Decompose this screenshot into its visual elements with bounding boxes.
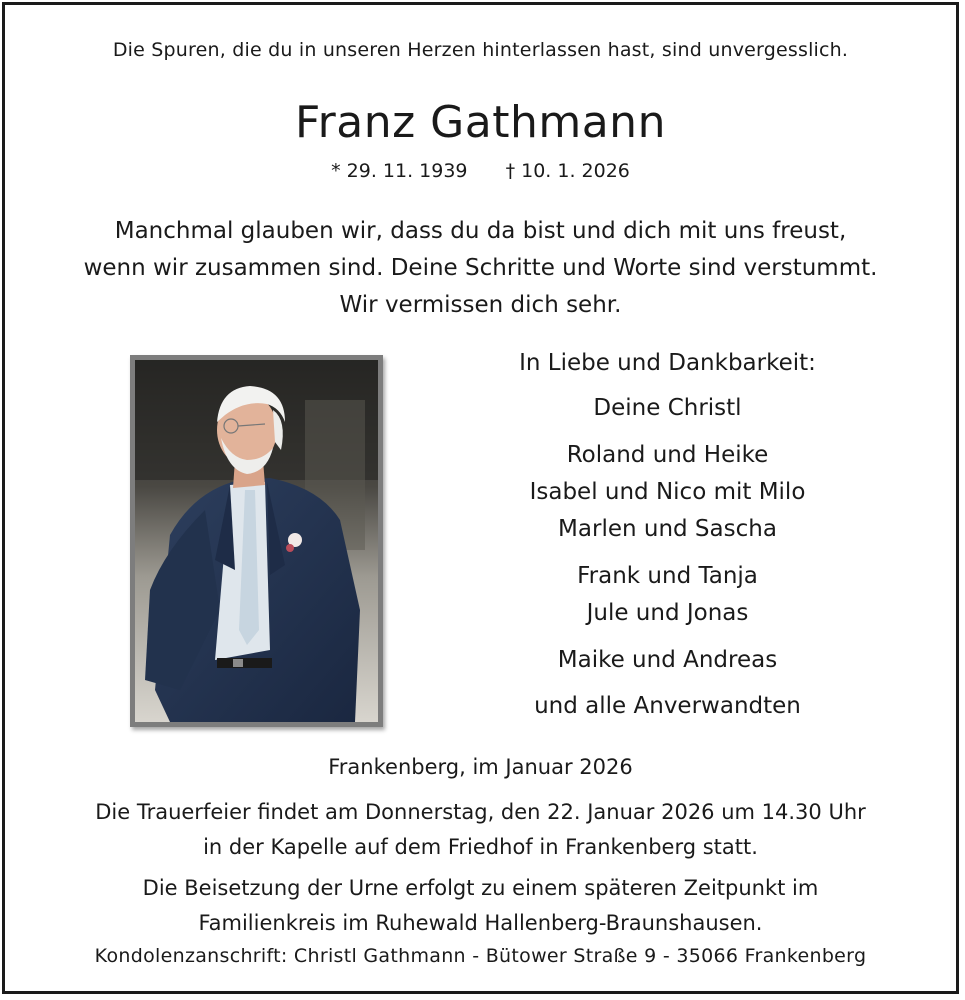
mourner-line: Isabel und Nico mit Milo bbox=[529, 479, 806, 505]
motto: Die Spuren, die du in unseren Herzen hinterlassen hast, sind unvergesslich. bbox=[112, 39, 849, 61]
verse-line: Manchmal glauben wir, dass du da bist und dich mit uns freust, bbox=[114, 218, 847, 244]
condolence-address: Kondolenzanschrift: Christl Gathmann - Bütower Straße 9 - 35066 Frankenberg bbox=[94, 945, 867, 967]
verse-line: wenn wir zusammen sind. Deine Schritte und Worte sind verstummt. bbox=[83, 255, 878, 281]
life-dates bbox=[5, 160, 956, 182]
deceased-name: Franz Gathmann bbox=[295, 97, 666, 148]
portrait-photo bbox=[130, 355, 383, 727]
mourner-line: Marlen und Sascha bbox=[558, 516, 777, 542]
death-date: † 10. 1. 2026 bbox=[505, 160, 630, 182]
funeral-service-info bbox=[5, 795, 956, 865]
portrait-image bbox=[135, 360, 378, 722]
service-line: in der Kapelle auf dem Friedhof in Frankenberg statt. bbox=[203, 835, 758, 859]
burial-line: Die Beisetzung der Urne erfolgt zu einem späteren Zeitpunkt im bbox=[142, 876, 819, 900]
obituary-notice bbox=[2, 2, 959, 994]
mourner-line: Roland und Heike bbox=[566, 442, 769, 468]
verse-line: Wir vermissen dich sehr. bbox=[339, 292, 622, 318]
mourner-line: Frank und Tanja bbox=[577, 563, 758, 589]
mourner-line: und alle Anverwandten bbox=[534, 693, 801, 719]
mourner-line: Maike und Andreas bbox=[557, 647, 778, 673]
mourner-line: Deine Christl bbox=[593, 395, 742, 421]
burial-line: Familienkreis im Ruhewald Hallenberg-Braunshausen. bbox=[198, 911, 763, 935]
burial-info bbox=[5, 871, 956, 941]
mourner-line: Jule und Jonas bbox=[586, 600, 749, 626]
dedication-line: In Liebe und Dankbarkeit: bbox=[519, 350, 816, 376]
place-date: Frankenberg, im Januar 2026 bbox=[328, 755, 633, 779]
memorial-verse bbox=[5, 213, 956, 324]
service-line: Die Trauerfeier findet am Donnerstag, den 22. Januar 2026 um 14.30 Uhr bbox=[95, 800, 866, 824]
birth-date: * 29. 11. 1939 bbox=[331, 160, 468, 182]
